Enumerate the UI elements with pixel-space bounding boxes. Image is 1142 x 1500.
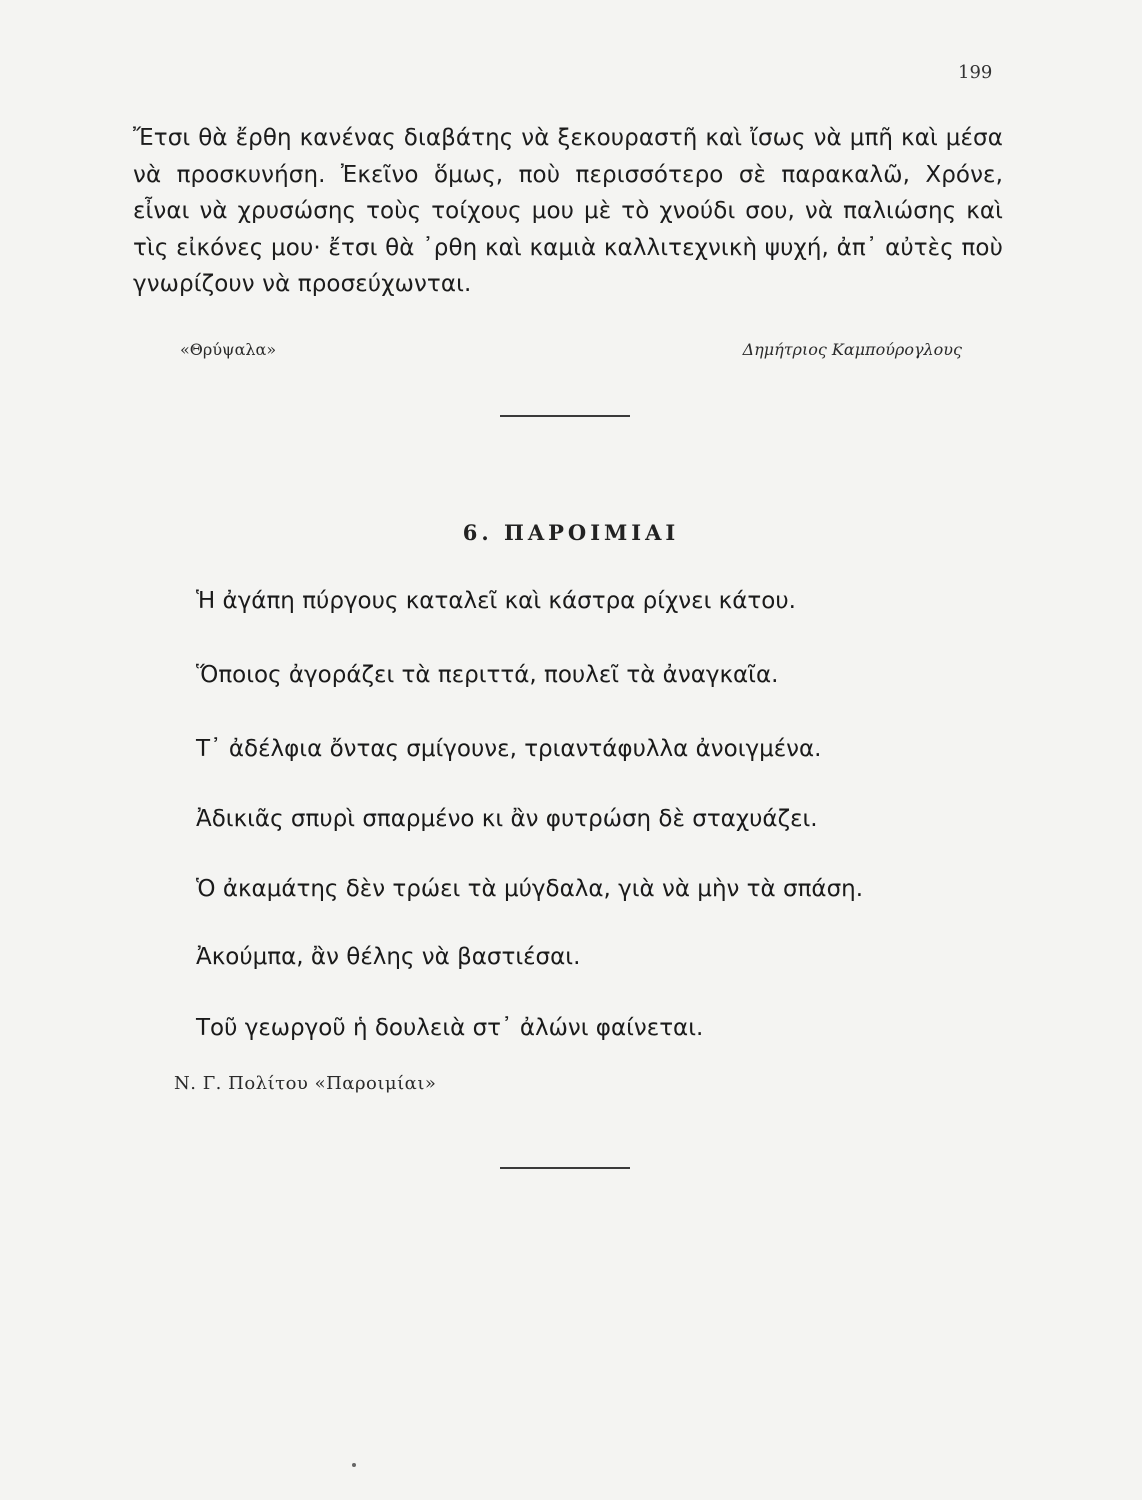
- prose-paragraph: Ἔτσι θὰ ἔρθη κανένας διαβάτης νὰ ξεκουραστῆ καὶ ἴσως νὰ μπῆ καὶ μέσα νὰ προσκυνήση. Ἐκεῖνο ὅμως, ποὺ περισσότερο σὲ παρακαλῶ, Χρόνε, εἶναι νὰ χρυσώσης τοὺς τοίχους μου μὲ τὸ χνούδι σου, νὰ παλιώσης καὶ τὶς εἰκόνες μου· ἔτσι θὰ ᾿ρθη καὶ καμιὰ καλλιτεχνικὴ ψυχή, ἀπ᾿ αὐτὲς ποὺ γνωρίζουν νὰ προσεύχωνται.: [133, 125, 1003, 297]
- proverb-line: Ὅποιος ἀγοράζει τὰ περιττά, πουλεῖ τὰ ἀναγκαῖα.: [196, 662, 779, 688]
- source-title: «Θρύψαλα»: [180, 340, 277, 359]
- divider-rule: [500, 415, 630, 417]
- proverb-line: Τοῦ γεωργοῦ ἡ δουλειὰ στ᾿ ἀλώνι φαίνεται.: [196, 1015, 704, 1041]
- prose-block: [133, 120, 1003, 303]
- proverb-line: Ὁ ἀκαμάτης δὲν τρώει τὰ μύγδαλα, γιὰ νὰ μὴν τὰ σπάση.: [196, 876, 864, 902]
- proverb-line: Τ᾿ ἀδέλφια ὄντας σμίγουνε, τριαντάφυλλα ἀνοιγμένα.: [196, 736, 822, 762]
- source-author: Δημήτριος Καμπούρογλους: [742, 340, 962, 359]
- divider-rule: [500, 1167, 630, 1169]
- page-speck: [352, 1463, 356, 1467]
- page-number: 199: [958, 62, 993, 83]
- proverb-line: Ἡ ἀγάπη πύργους καταλεῖ καὶ κάστρα ρίχνει κάτου.: [196, 588, 796, 614]
- proverb-line: Ἀκούμπα, ἂν θέλης νὰ βαστιέσαι.: [196, 944, 581, 970]
- proverb-line: Ἀδικιᾶς σπυρὶ σπαρμένο κι ἂν φυτρώση δὲ σταχυάζει.: [196, 806, 818, 832]
- proverbs-citation: Ν. Γ. Πολίτου «Παροιμίαι»: [174, 1073, 437, 1094]
- section-heading: 6. ΠΑΡΟΙΜΙΑΙ: [462, 520, 680, 545]
